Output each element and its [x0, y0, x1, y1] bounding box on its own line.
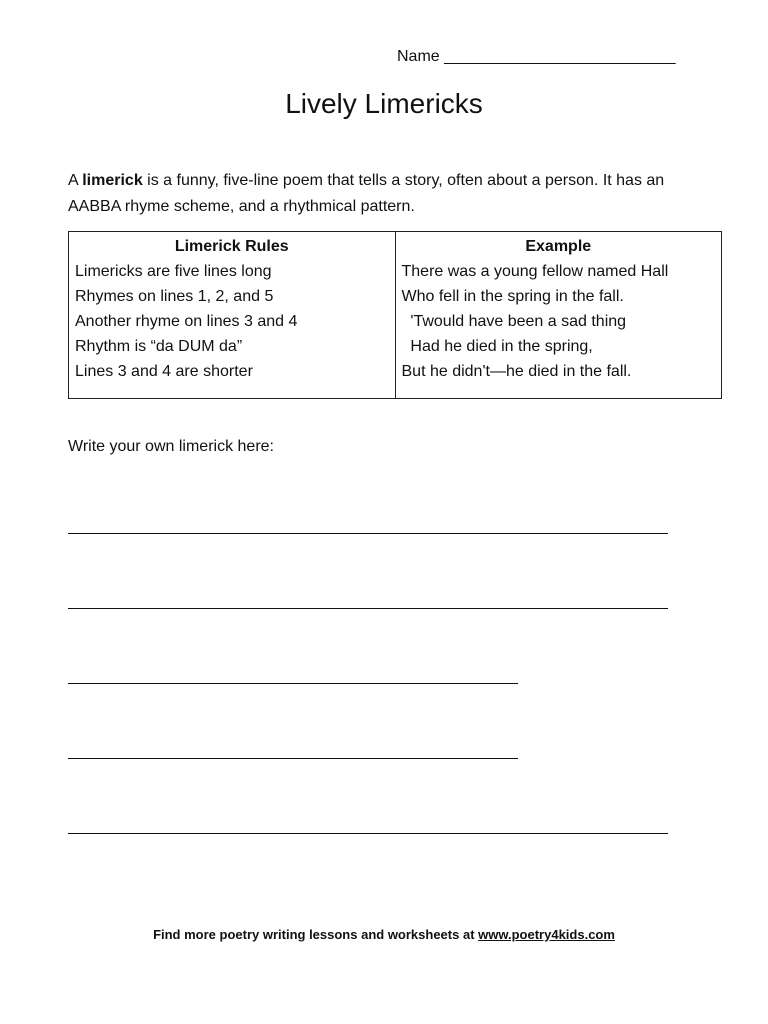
example-cell: [395, 232, 722, 399]
limerick-line-1[interactable]: [68, 533, 668, 534]
limerick-line-3[interactable]: [68, 683, 518, 684]
example-line: There was a young fellow named Hall: [401, 263, 669, 280]
example-line: 'Twould have been a sad thing: [401, 313, 627, 330]
example-line: Had he died in the spring,: [401, 338, 593, 355]
footer-link[interactable]: www.poetry4kids.com: [478, 927, 615, 942]
intro-paragraph: [68, 168, 708, 220]
rule-item: Another rhyme on lines 3 and 4: [75, 313, 298, 330]
rule-item: Lines 3 and 4 are shorter: [75, 363, 253, 380]
footer-text: Find more poetry writing lessons and worksheets at: [153, 927, 479, 942]
intro-term: limerick: [82, 172, 143, 189]
footer: [0, 927, 768, 942]
example-line: Who fell in the spring in the fall.: [401, 288, 624, 305]
limerick-line-2[interactable]: [68, 608, 668, 609]
worksheet-title: Lively Limericks: [285, 88, 483, 119]
name-label: Name: [397, 48, 445, 65]
limerick-line-4[interactable]: [68, 758, 518, 759]
rules-example-table: [68, 231, 722, 399]
name-blank[interactable]: __________________________: [444, 48, 676, 65]
name-field[interactable]: [397, 48, 675, 66]
example-heading: Example: [525, 238, 592, 255]
intro-text-start: A: [68, 172, 83, 189]
rule-item: Rhythm is “da DUM da”: [75, 338, 243, 355]
rules-cell: [69, 232, 396, 399]
example-line: But he didn't—he died in the fall.: [401, 363, 632, 380]
table-row: [69, 232, 722, 399]
intro-text-rest: is a funny, five-line poem that tells a story, often about a person. It has an AABBA rhyme scheme, and a rhythmical pattern.: [68, 172, 665, 215]
limerick-line-5[interactable]: [68, 833, 668, 834]
rule-item: Limericks are five lines long: [75, 263, 272, 280]
rules-heading: Limerick Rules: [174, 238, 289, 255]
write-prompt: Write your own limerick here:: [68, 438, 274, 455]
rule-item: Rhymes on lines 1, 2, and 5: [75, 288, 274, 305]
